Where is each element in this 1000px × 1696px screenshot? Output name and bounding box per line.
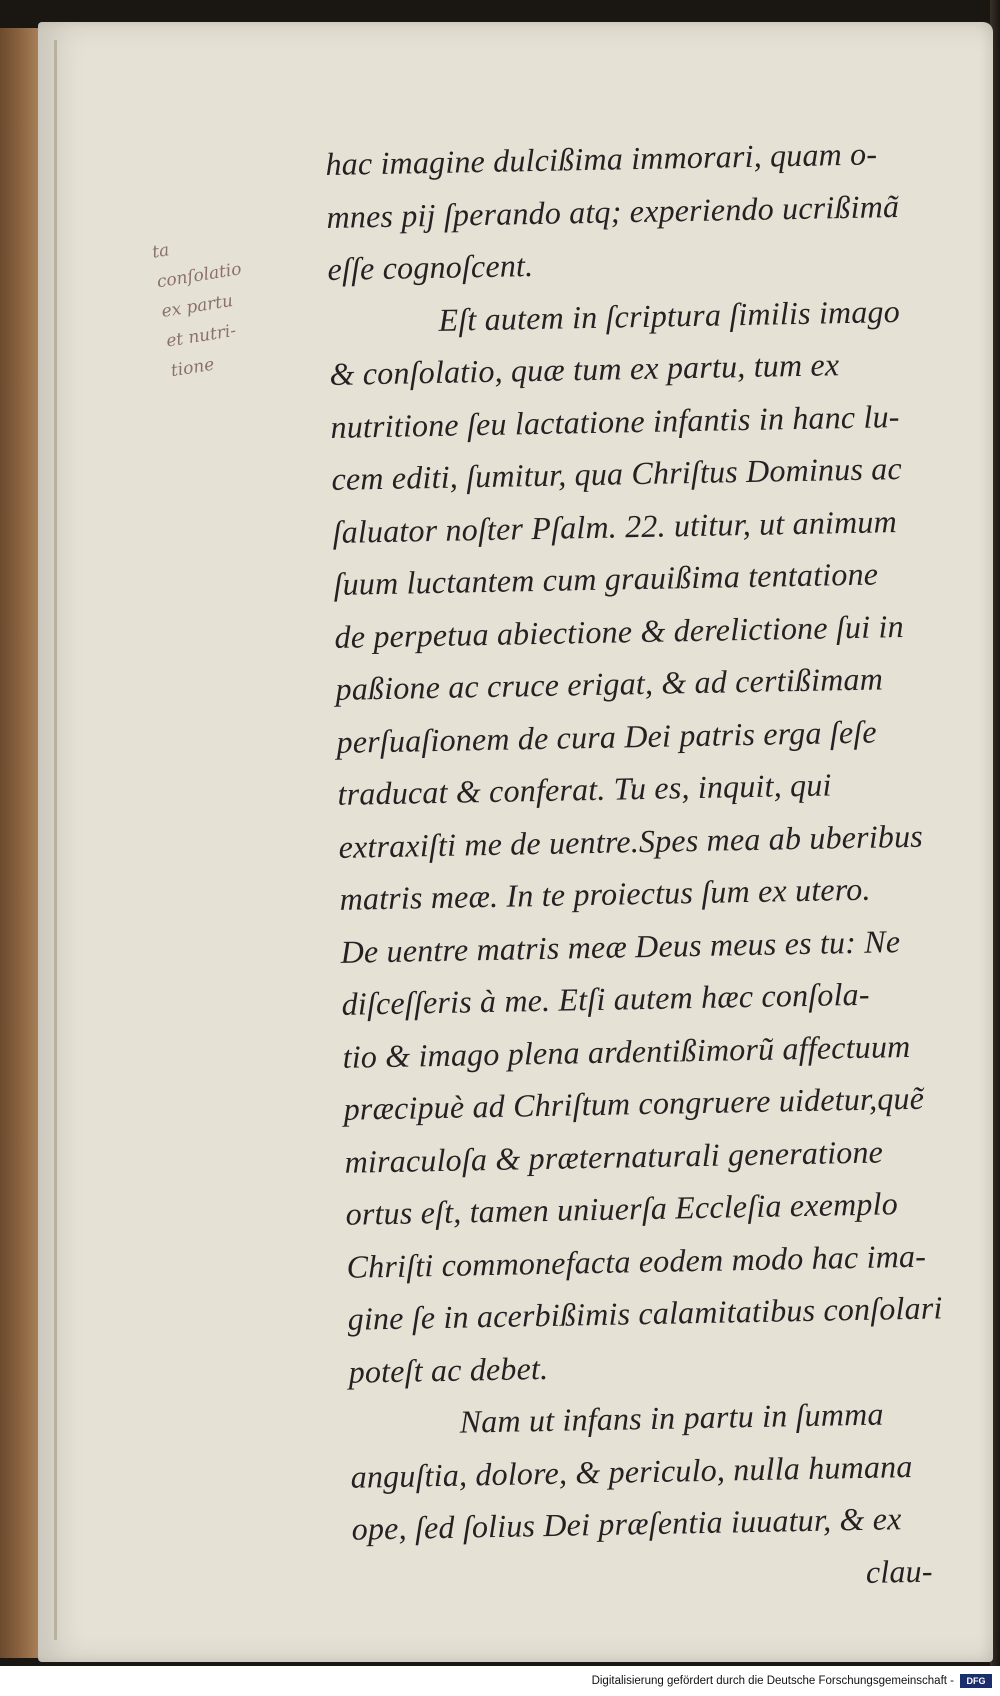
funding-credit: Digitalisierung gefördert durch die Deutsche Forschungsgemeinschaft - (591, 1675, 954, 1687)
text-line: eſſe cognoſcent. (327, 247, 534, 287)
text-line: miraculoſa & præternaturali generatione (344, 1132, 884, 1180)
text-line: De uentre matris meæ Deus meus es tu: Ne (340, 922, 901, 970)
text-line: mnes pij ſperando atq; experiendo ucrißimã (326, 187, 900, 235)
text-line: Chriſti commonefacta eodem modo hac ima- (346, 1237, 927, 1285)
text-line: cem editi, ſumitur, qua Chriſtus Dominus ac (331, 449, 903, 497)
text-line: perſuaſionem de cura Dei patris erga ſeſe (336, 713, 878, 760)
text-line: anguſtia, dolore, & periculo, nulla humana (350, 1447, 913, 1495)
marginal-line: ex partu (160, 290, 235, 322)
text-line: matris meæ. In te proiectus ſum ex utero. (339, 870, 871, 917)
page-gutter-line (54, 40, 57, 1640)
catchword: clau- (865, 1552, 933, 1590)
text-line: poteſt ac debet. (348, 1349, 549, 1390)
text-line: gine ſe in acerbißimis calamitatibus conſolari (347, 1289, 943, 1337)
text-line: traducat & conferat. Tu es, inquit, qui (337, 766, 832, 812)
text-line: præcipuè ad Chriſtum congruere uidetur,quẽ (343, 1079, 925, 1127)
marginal-line: ta (150, 240, 171, 263)
marginal-line: conſolatio (155, 259, 243, 293)
text-line: ſuum luctantem cum grauißima tentatione (333, 555, 879, 602)
marginal-line: et nutri- (164, 320, 238, 352)
text-line: Eſt autem in ſcriptura ſimilis imago (438, 292, 901, 338)
text-line: paßione ac cruce erigat, & ad certißimam (335, 660, 884, 707)
text-line: diſceſſeris à me. Etſi autem hæc conſola- (341, 975, 870, 1022)
text-line: ope, ſed ſolius Dei præſentia iuuatur, & ex (351, 1500, 902, 1547)
text-line: ortus eſt, tamen uniuerſa Eccleſia exemplo (345, 1185, 899, 1232)
text-line: & conſolatio, quæ tum ex partu, tum ex (329, 346, 840, 392)
main-text-block (325, 126, 1000, 1608)
text-line: ſaluator noſter Pſalm. 22. utitur, ut animum (332, 502, 898, 550)
text-line: hac imagine dulcißima immorari, quam o- (325, 135, 878, 182)
text-line: tio & imago plena ardentißimorũ affectuum (342, 1027, 911, 1075)
text-line: extraxiſti me de uentre.Spes mea ab uberibus (338, 817, 924, 865)
text-line: Nam ut infans in partu in ſumma (459, 1395, 884, 1440)
marginal-line: tione (169, 354, 216, 382)
dfg-logo: DFG (960, 1674, 992, 1688)
text-line: de perpetua abiectione & derelictione ſui in (334, 607, 905, 655)
text-line: nutritione ſeu lactatione infantis in hanc lu- (330, 397, 900, 445)
